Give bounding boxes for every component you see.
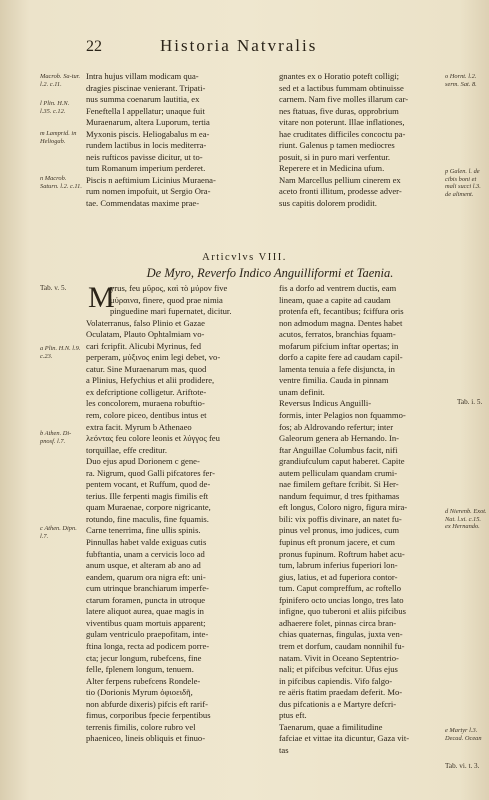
text-line: ftina longa, recta ad podicem porre-: [86, 640, 210, 651]
text-line: Piscis n aeftimium Licinius Muraena-: [86, 174, 216, 185]
text-line: in pifcibus capiendis. Vifo falgo-: [279, 675, 393, 686]
text-line: lineam, quae a capite ad caudam: [279, 294, 391, 305]
text-line: ventre fimilia. Cauda in pinnam: [279, 375, 389, 386]
text-line: les concolorem, muraena robuftio-: [86, 398, 205, 409]
text-line: gnantes ex o Horatio poteft colligi;: [279, 71, 400, 81]
text-line: rum nomen impofuit, ut Sergio Ora-: [86, 186, 211, 197]
text-line: Alter ferpens rubefcens Rondele-: [86, 675, 201, 686]
text-line: ftar Anguillae Columbus facit, nifi: [279, 444, 398, 455]
text-line: hae cruditates difficiles concoctu pa-: [279, 128, 406, 139]
text-line: nali; et pifcibus vefcitur. Ufus ejus: [279, 664, 398, 675]
text-line: extra facit. Myrum b Athenaeo: [86, 421, 192, 432]
text-line: phaeniceo, lineis obliquis et finuo-: [86, 733, 206, 744]
text-line: latere aliquot aurea, quae magis in: [86, 606, 204, 617]
body-left-column: [86, 283, 264, 745]
text-line: pentem vocant, et Ruffum, quod de-: [86, 479, 211, 490]
text-line: chias quaternas, fingulas, juxta ven-: [279, 629, 403, 640]
text-line: quam Muraenae, corpore nigricante,: [86, 502, 211, 513]
margin-note-left: Macrob. Sa-tur. l.2. c.11.: [40, 73, 81, 88]
margin-note-left: a Plin. H.N. l.9. c.23.: [40, 345, 81, 360]
text-line: Volaterranus, falso Plinio et Gazae: [86, 317, 205, 328]
text-line: Galeorum genera ab Hernando. In-: [279, 433, 400, 444]
text-line: pinus vel pronus, imo judices, cum: [279, 525, 400, 536]
text-line: tio (Dorionis Myrum ὀφιοειδῆ,: [86, 687, 193, 698]
text-line: ex defcriptione colligetur. Ariftote-: [86, 386, 207, 397]
margin-note-right: o Hornt. l.2. serm. Sat. 8.: [445, 73, 477, 88]
text-line: trem et dorfum, caudam nonnihil fu-: [279, 640, 405, 651]
text-line: gulam ventriculo praepofitam, inte-: [86, 629, 209, 640]
margin-note-left: c Athen. Dipn. l.7.: [40, 525, 77, 540]
text-line: Muraenarum, altera Luporum, tertia: [86, 117, 210, 128]
text-line: fubftantia, unam a cervicis loco ad: [86, 548, 205, 559]
text-line: cta; jecur longum, rubefcens, fine: [86, 652, 202, 663]
text-line: ctarum foramen, puncta in utroque: [86, 594, 206, 605]
text-line: cari fcripfit. Alicubi Myrinus, fed: [86, 340, 202, 351]
text-line: Intra hujus villam modicam qua-: [86, 71, 199, 81]
text-line: adhaerere folet, pinnas circa bran-: [279, 617, 397, 628]
margin-note-right: e Martyr l.3. Decad. Ocean: [445, 727, 482, 742]
text-line: tum Romanum imperium perderet.: [86, 163, 206, 174]
text-line: fis a dorfo ad ventrem ductis, eam: [279, 283, 397, 293]
plate-tag-right: Tab. vi. t. 3.: [445, 762, 480, 770]
text-line: autem pelliculam quandam crumi-: [279, 467, 398, 478]
text-line: fpinifero octo uncias longo, tres lato: [279, 594, 404, 605]
text-line: pronus fupinum. Roftrum habet acu-: [279, 548, 405, 559]
text-line: rotundo, fine maculis, fine fquamis.: [86, 513, 209, 524]
text-line: nes ftatuas, five duras, opprobrium: [279, 105, 399, 116]
article-heading: Articvlvs VIII.: [202, 252, 287, 263]
text-line: neis rufticos pavisse dicitur, ut to-: [86, 151, 203, 162]
text-line: Myxonis piscis. Heliogabalus m ea-: [86, 128, 210, 139]
text-line: terrenis fimilis, colore rubro vel: [86, 721, 196, 732]
text-line: ptus eft.: [279, 710, 307, 721]
text-line: nus summa coenarum lautitia, ex: [86, 94, 200, 105]
text-line: dragies piscinae venierant. Tripati-: [86, 82, 206, 93]
text-line: tas: [279, 744, 289, 755]
margin-note-left: b Athen. Di-pnosf. l.7.: [40, 430, 72, 445]
text-line: vitare non poterunt. Illae inflationes,: [279, 117, 405, 128]
text-line: acutos, ferratos, branchias fquam-: [279, 329, 396, 340]
text-line: pinguedine mari fupernatet, dicitur.: [110, 306, 232, 317]
text-line: eandem, quarum ora nigra eft: uni-: [86, 571, 206, 582]
text-line: sed et a lactibus fummam obtinuisse: [279, 82, 404, 93]
article-subheading: De Myro, Reverfo Indico Anguilliformi et Taenia.: [146, 266, 394, 280]
text-line: fimus, corporibus fpecie ferpentibus: [86, 710, 211, 721]
text-line: Reversus Indicus Anguilli-: [279, 398, 372, 409]
text-line: Reperere et in Medicina ufum.: [279, 163, 385, 174]
text-line: eft longus, Coloro nigro, figura mira-: [279, 502, 408, 513]
text-line: aceto fronti illitum, prodesse adver-: [279, 186, 402, 197]
text-line: tum. Caput compreffum, ac roftello: [279, 583, 402, 594]
top-right-column: [279, 71, 454, 210]
text-line: non admodum magna. Dentes habet: [279, 317, 403, 328]
text-line: non abfurde dixeris) pifcis eft rarif-: [86, 698, 208, 709]
text-line: terius. Ille ferpenti magis fimilis eft: [86, 490, 209, 501]
text-line: protenfa eft, fecantibus; fciffura oris: [279, 306, 404, 317]
text-line: λεόντας feu colore leonis et λύγγος feu: [86, 433, 220, 444]
margin-note-right: p Galen. l. de cibis boni et mali succi l.3. de aliment.: [445, 168, 481, 198]
text-line: tum, labrum inferius fuperiori lon-: [279, 560, 398, 571]
margin-note-left: n Macrob. Saturn. l.2. c.11.: [40, 175, 82, 190]
text-line: formis, inter Pelagios non fquammo-: [279, 410, 406, 421]
text-line: rem, colore piceo, dentibus intus et: [86, 410, 207, 421]
running-title: Historia Natvralis: [160, 36, 318, 55]
text-line: mofarum pifcium inftar opertas; in: [279, 340, 399, 351]
text-line: Duo ejus apud Dorionem c gene-: [86, 456, 200, 467]
text-line: gius, latius, et ad fuperiora contor-: [279, 571, 398, 582]
text-line: carnem. Nam five molles illarum car-: [279, 94, 409, 105]
text-line: fafciae et vittae ita dicuntur, Gaza vit-: [279, 733, 410, 744]
text-line: viventibus quam mortuis apparent;: [86, 617, 206, 628]
text-line: fos; ab Aldrovando refertur; inter: [279, 421, 394, 432]
text-line: anum usque, et alteram ab ano ad: [86, 560, 201, 571]
plate-tag-left: Tab. v. 5.: [40, 284, 67, 292]
drop-cap: M: [88, 281, 115, 314]
text-line: nandum fequimur, d tres fpithamas: [279, 490, 400, 501]
text-line: Taenarum, quae a fimilitudine: [279, 721, 383, 732]
text-line: dorfo a capite fere ad caudam capil-: [279, 352, 403, 363]
text-line: μύραινα, finere, quod prae nimia: [110, 294, 223, 305]
text-line: unam definit.: [279, 386, 325, 397]
top-left-column: [86, 71, 264, 210]
text-line: sus capitis dolorem prodidit.: [279, 198, 377, 209]
text-line: catur. Sine Muraenarum mas, quod: [86, 363, 207, 374]
text-line: yrus, feu μῦρος, καὶ τὸ μύρον five: [110, 283, 228, 293]
text-line: Nam Marcellus pellium cinerem ex: [279, 174, 401, 185]
text-line: a Plinius, Hefychius et alii prodidere,: [86, 375, 215, 386]
text-line: riunt. Galenus p tamen mediocres: [279, 140, 395, 151]
text-line: lamenta tenuia a fefe disjuncta, in: [279, 363, 395, 374]
text-line: fupinus eft pronum jacere, et cum: [279, 537, 395, 548]
text-line: torquillae, effe creditur.: [86, 444, 167, 455]
margin-note-right: d Nierenb. Exot. Nat. l.xi. c.15. ex Hernando.: [445, 508, 487, 531]
text-line: Feneftella l appellatur; unaque fuit: [86, 105, 205, 116]
text-line: Pinnullas habet valde exiguas cutis: [86, 537, 207, 548]
text-line: ra. Nigrum, quod Galli pifcatores fer-: [86, 467, 215, 478]
body-right-column: [279, 283, 454, 756]
text-line: cum utrinque branchiarum imperfe-: [86, 583, 209, 594]
text-line: Oculatam, Plauto Ophtalmiam vo-: [86, 329, 205, 340]
margin-note-left: m Lamprid. in Heliogab.: [40, 130, 77, 145]
text-line: grandiufculum caput haberet. Capite: [279, 456, 405, 467]
page-number: 22: [86, 38, 102, 55]
text-line: felle, fplenem longum, tenuem.: [86, 664, 194, 675]
text-line: dus pifcationis a e Martyre defcri-: [279, 698, 397, 709]
text-line: natam. Vivit in Oceano Septentrio-: [279, 652, 399, 663]
text-line: perperam, μύξινος enim legi debet, vo-: [86, 352, 221, 363]
text-line: re aëris ftatim praedam deferit. Mo-: [279, 687, 403, 698]
text-line: tae. Commendatas maxime prae-: [86, 198, 200, 209]
text-line: nae fimilem geftare fcribit. Si Her-: [279, 479, 399, 490]
plate-tag-right: Tab. i. 5.: [457, 398, 483, 406]
text-line: rundem lactibus in locis mediterra-: [86, 140, 207, 151]
text-line: infigne, quo tuberoni et aliis pifcibus: [279, 606, 406, 617]
text-line: bili: vix poffis divinare, an natet fu-: [279, 513, 402, 524]
text-line: posuit, si in puro mari verfentur.: [279, 151, 390, 162]
margin-note-left: l Plin. H.N. l.35. c.12.: [40, 100, 70, 115]
text-line: Carne tenerrima, fine ullis spinis.: [86, 525, 201, 536]
